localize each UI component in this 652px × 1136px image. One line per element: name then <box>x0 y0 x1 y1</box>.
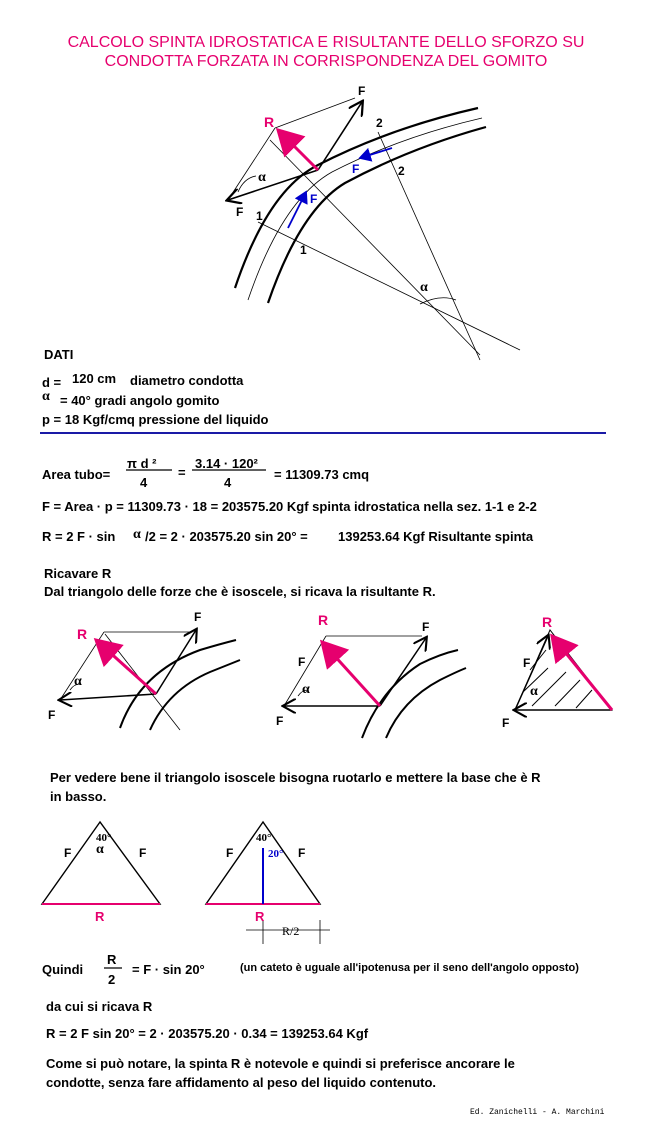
label-2-b: 2 <box>398 164 405 178</box>
dati-heading: DATI <box>44 347 74 362</box>
tri2-F-left: F <box>226 846 234 860</box>
label-2-a: 2 <box>376 116 383 130</box>
area-denominator-2: 4 <box>224 475 232 490</box>
conclusion-3: Come si può notare, la spinta R è notevole e quindi si preferisce ancorare le <box>46 1056 515 1071</box>
sd3-F-mid: F <box>523 656 531 670</box>
result-value: 139253.64 Kgf Risultante spinta <box>338 529 534 544</box>
small-diagram-2 <box>284 636 466 738</box>
conclusion-1: da cui si ricava R <box>46 999 153 1014</box>
pipe-centerline <box>248 118 482 300</box>
label-F-blue-2: F <box>352 162 360 176</box>
tri1-R: R <box>95 909 105 924</box>
label-F-blue-1: F <box>310 192 318 206</box>
sd2-alpha: α <box>302 682 310 697</box>
area-denominator: 4 <box>140 475 148 490</box>
area-label: Area tubo= <box>42 467 111 482</box>
area-result: = 11309.73 cmq <box>274 467 370 482</box>
sd2-R: R <box>318 612 329 628</box>
alpha-arc-top <box>238 176 256 192</box>
result-line-a: R = 2 F · sin <box>42 529 116 544</box>
title-line-1: CALCOLO SPINTA IDROSTATICA E RISULTANTE DELLO SFORZO SU <box>67 34 585 51</box>
tri2-half-R: R/2 <box>282 924 300 938</box>
label-1-a: 1 <box>256 209 263 223</box>
pipe-outer-wall <box>235 108 478 288</box>
sd2-F-mid: F <box>298 655 306 669</box>
rotate-text-2: in basso. <box>50 789 107 804</box>
resultant-arrow <box>278 130 318 170</box>
small-diagram-1 <box>60 630 240 730</box>
dati-d-value: 120 cm <box>72 371 117 386</box>
tri2-F-right: F <box>298 846 306 860</box>
sd1-alpha: α <box>74 674 82 689</box>
section-2-line <box>378 132 480 360</box>
parallelogram-top <box>275 98 355 128</box>
ricavare-heading: Ricavare R <box>44 566 112 581</box>
sd3-F-left: F <box>502 716 510 730</box>
quindi-label: Quindi <box>42 962 84 977</box>
tri1-angle40: 40° <box>96 832 112 844</box>
sd3-R: R <box>542 614 553 630</box>
label-F-top: F <box>358 84 366 98</box>
label-R-main: R <box>264 114 275 130</box>
tri1-F-right: F <box>139 846 147 860</box>
quindi-den: 2 <box>108 972 116 987</box>
force-line: F = Area · p = 11309.73 · 18 = 203575.20 Kgf spinta idrostatica nella sez. 1-1 e 2-2 <box>42 499 537 514</box>
sd3-alpha: α <box>530 684 538 699</box>
rotate-text-1: Per vedere bene il triangolo isoscele bisogna ruotarlo e mettere la base che è R <box>50 770 541 785</box>
footer-credit: Ed. Zanichelli - A. Marchini <box>470 1108 605 1117</box>
conclusion-2: R = 2 F sin 20° = 2 · 203575.20 · 0.34 = 139253.64 Kgf <box>46 1026 369 1041</box>
dati-p-line: p = 18 Kgf/cmq pressione del liquido <box>42 412 269 427</box>
result-alpha: α <box>133 527 141 542</box>
parallelogram-left <box>228 128 275 200</box>
section-1-line <box>258 222 520 350</box>
tri2-R: R <box>255 909 265 924</box>
dati-d-label: d = <box>42 375 62 390</box>
sd2-F-left: F <box>276 714 284 728</box>
area-numerator-2: 3.14 · 120² <box>195 456 258 471</box>
force-arrow-blue-1 <box>288 192 306 228</box>
sd1-F-top: F <box>194 610 202 624</box>
area-equals: = <box>178 465 186 480</box>
sd2-F-top: F <box>422 620 430 634</box>
result-line-b: /2 = 2 · 203575.20 sin 20° = <box>145 529 308 544</box>
dati-alpha-symbol: α <box>42 389 50 404</box>
tri1-F-left: F <box>64 846 72 860</box>
label-F-left: F <box>236 205 244 219</box>
area-numerator: π d ² <box>127 456 157 471</box>
dati-d-desc: diametro condotta <box>130 373 244 388</box>
tri2-angle40: 40° <box>256 832 272 844</box>
quindi-num: R <box>107 952 117 967</box>
label-alpha-bottom: α <box>420 280 428 295</box>
title-line-2: CONDOTTA FORZATA IN CORRISPONDENZA DEL GOMITO <box>104 53 548 70</box>
quindi-rhs: = F · sin 20° <box>132 962 205 977</box>
label-1-b: 1 <box>300 243 307 257</box>
conclusion-4: condotte, senza fare affidamento al peso del liquido contenuto. <box>46 1075 437 1090</box>
force-arrow-up <box>318 102 362 170</box>
label-alpha-top: α <box>258 170 266 185</box>
sd1-F-left: F <box>48 708 56 722</box>
tri2-angle20: 20° <box>268 848 284 860</box>
sd1-R: R <box>77 626 88 642</box>
tri1-alpha: α <box>96 842 104 857</box>
ricavare-text: Dal triangolo delle forze che è isoscele, si ricava la risultante R. <box>44 584 436 599</box>
quindi-note: (un cateto è uguale all'ipotenusa per il seno dell'angolo opposto) <box>240 962 579 974</box>
dati-alpha-line: = 40° gradi angolo gomito <box>60 393 220 408</box>
